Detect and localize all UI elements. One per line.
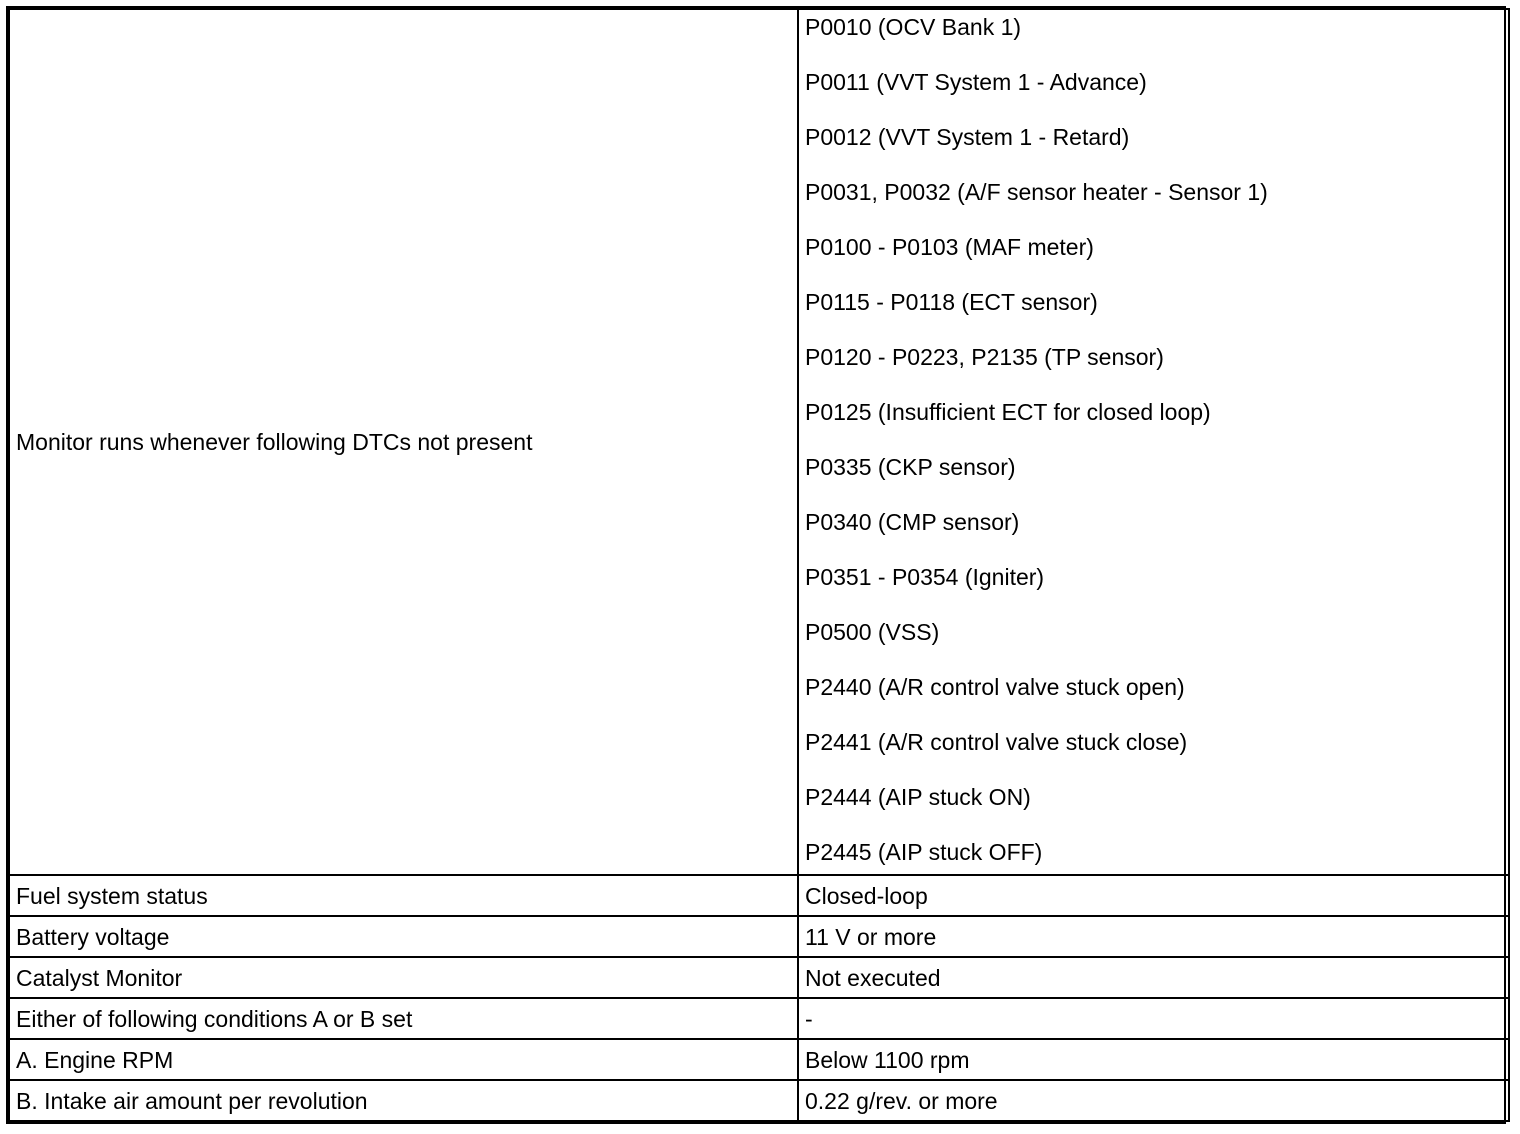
- table-row: [9, 998, 1509, 1039]
- list-item: P0100 - P0103 (MAF meter): [805, 234, 1094, 260]
- table-row: [9, 957, 1509, 998]
- conditions-table: [6, 6, 1506, 1124]
- dtc-list-cell: [798, 9, 1509, 875]
- conditions-grid: [8, 8, 1510, 1122]
- list-item: P2445 (AIP stuck OFF): [805, 839, 1043, 865]
- list-item: P0351 - P0354 (Igniter): [805, 564, 1045, 590]
- list-item: P0340 (CMP sensor): [805, 509, 1020, 535]
- list-item: P0500 (VSS): [805, 619, 940, 645]
- row-value: -: [798, 998, 1509, 1039]
- table-row: [9, 916, 1509, 957]
- row-value: 11 V or more: [798, 916, 1509, 957]
- table-row: [9, 1080, 1509, 1121]
- list-item: P0335 (CKP sensor): [805, 454, 1016, 480]
- list-item: P2440 (A/R control valve stuck open): [805, 674, 1185, 700]
- row-value: Below 1100 rpm: [798, 1039, 1509, 1080]
- row-label: Battery voltage: [9, 916, 798, 957]
- list-item: P0012 (VVT System 1 - Retard): [805, 124, 1130, 150]
- row-label: B. Intake air amount per revolution: [9, 1080, 798, 1121]
- dtc-list: [805, 12, 1502, 871]
- list-item: P0031, P0032 (A/F sensor heater - Sensor 1): [805, 179, 1268, 205]
- table-row: [9, 875, 1509, 916]
- list-item: P0011 (VVT System 1 - Advance): [805, 69, 1147, 95]
- row-value: Closed-loop: [798, 875, 1509, 916]
- row-value: Not executed: [798, 957, 1509, 998]
- row-value: 0.22 g/rev. or more: [798, 1080, 1509, 1121]
- list-item: P0010 (OCV Bank 1): [805, 14, 1022, 40]
- table-row: [9, 1039, 1509, 1080]
- row-label: Catalyst Monitor: [9, 957, 798, 998]
- row-label: Fuel system status: [9, 875, 798, 916]
- row-label: Either of following conditions A or B set: [9, 998, 798, 1039]
- list-item: P2441 (A/R control valve stuck close): [805, 729, 1188, 755]
- row-label: A. Engine RPM: [9, 1039, 798, 1080]
- table-row: [9, 9, 1509, 875]
- list-item: P0120 - P0223, P2135 (TP sensor): [805, 344, 1164, 370]
- list-item: P0115 - P0118 (ECT sensor): [805, 289, 1098, 315]
- list-item: P2444 (AIP stuck ON): [805, 784, 1031, 810]
- list-item: P0125 (Insufficient ECT for closed loop): [805, 399, 1211, 425]
- row-label: Monitor runs whenever following DTCs not present: [9, 9, 798, 875]
